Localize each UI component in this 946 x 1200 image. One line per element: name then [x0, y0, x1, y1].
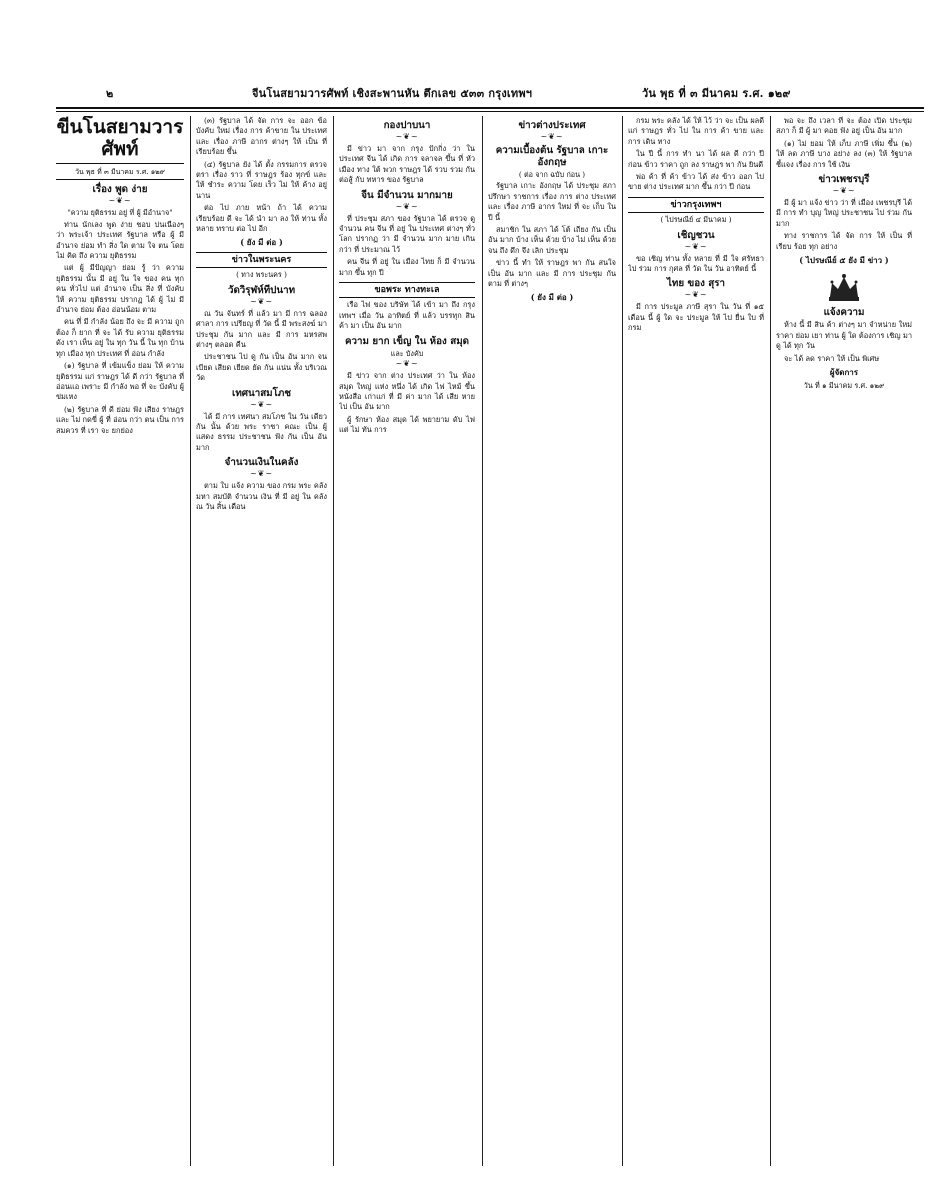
column-5	[628, 116, 764, 1166]
article-paragraph: สมาชิก ใน สภา ได้ โต้ เถียง กัน เป็น อัน มาก บ้าง เห็น ด้วย บ้าง ไม่ เห็น ด้วย จน ถึง ดึก จึง เลิก ประชุม	[488, 225, 616, 255]
article-heading: ความเบื้องต้น รัฐบาล เกาะอังกฤษ	[495, 145, 609, 168]
notice-date: วัน ที่ ๑ มีนาคม ร.ศ. ๑๒๙	[803, 380, 885, 390]
article-paragraph: ใน ปี นี้ การ ทำ นา ได้ ผล ดี กว่า ปี ก่อน ข้าว ราคา ถูก ลง ราษฎร พา กัน ยินดี	[628, 149, 764, 169]
ornament: ~❦~	[249, 296, 274, 306]
column-rule	[482, 116, 483, 1166]
article-paragraph: ทาง ราชการ ได้ จัด การ ให้ เป็น ที่ เรียบ ร้อย ทุก อย่าง	[776, 231, 912, 251]
article-paragraph: ประชาชน ไป ดู กัน เป็น อัน มาก จน เบียด เสียด เยียด ยัด กัน แน่น ทั้ง บริเวณ วัด	[196, 352, 327, 383]
article-heading: ข่าวเพชรบุรี	[818, 174, 870, 186]
article-heading: เทศนาสมโภช	[231, 387, 292, 399]
article-paragraph: (๑) รัฐบาล ที่ เข้มแข็ง ย่อม ให้ ความ ยุติธรรม แก่ ราษฎร ได้ ดี กว่า รัฐบาล ที่ อ่อนแอ เพราะ มี กำลัง พอ ที่ จะ บังคับ ผู้ ข่มเหง	[56, 361, 184, 402]
section-heading: ข่าวกรุงเทพฯ	[628, 197, 764, 213]
article-paragraph: คน จีน ที่ อยู่ ใน เมือง ไทย ก็ มี จำนวน มาก ขึ้น ทุก ปี	[339, 257, 475, 277]
article-paragraph: (๔) รัฐบาล ยัง ได้ ตั้ง กรรมการ ตรวจ ตรา เรื่อง ราว ที่ ราษฎร ร้อง ทุกข์ และ ให้ ชำระ ความ โดย เร็ว ไม่ ให้ ค้าง อยู่ นาน	[196, 159, 327, 200]
article-paragraph: ข่าว นี้ ทำ ให้ ราษฎร พา กัน สนใจ เป็น อัน มาก และ มี การ ประชุม กัน ตาม ที่ ต่างๆ	[488, 258, 616, 289]
article-signoff: ( ยัง มี ต่อ )	[530, 292, 574, 303]
column-1	[56, 116, 184, 1166]
article-paragraph: พอ จะ ถึง เวลา ที่ จะ ต้อง เปิด ประชุม สภา ก็ มี ผู้ มา คอย ฟัง อยู่ เป็น อัน มาก	[776, 116, 912, 136]
article-paragraph: ได้ มี การ เทศนา สมโภช ใน วัน เดียว กัน นั้น ด้วย พระ ราชา คณะ เป็น ผู้ แสดง ธรรม ประชาชน ฟัง กัน เป็น อัน มาก	[196, 411, 327, 452]
article-heading: เชิญชวน	[677, 229, 715, 241]
ornament: ~❦~	[540, 132, 564, 141]
article-paragraph: มี การ ประมูล ภาษี สุรา ใน วัน ที่ ๑๕ เดือน นี้ ผู้ ใด จะ ประมูล ให้ ไป ยื่น ใบ ที่ กรม	[628, 302, 764, 333]
top-rule	[56, 107, 924, 109]
ornament: ~❦~	[395, 132, 419, 141]
article-heading: เรื่อง พูด ง่าย	[92, 184, 148, 196]
top-rule-thin	[56, 111, 924, 112]
ornament: ~❦~	[395, 201, 419, 211]
article-heading: วัดวิรุฬห์ทีปนาท	[227, 284, 296, 296]
article-paragraph: ณ วัน จันทร์ ที่ แล้ว มา มี การ ฉลอง ศาลา การ เปรียญ ที่ วัด นี้ มี พระสงฆ์ มา ประชุม กัน มาก และ มี การ มหรสพ ต่างๆ ตลอด คืน	[196, 308, 327, 349]
article-paragraph: รัฐบาล เกาะ อังกฤษ ได้ ประชุม สภา ปรึกษา ราชการ เรื่อง การ ต่าง ประเทศ และ เรื่อง ภาษี อากร ใหม่ ที่ จะ เก็บ ใน ปี นี้	[488, 181, 616, 222]
issue-date: วัน พุธ ที่ ๓ มีนาคม ร.ศ. ๑๒๙	[56, 166, 184, 180]
notice-paragraph: ห้าง นี้ มี สิน ค้า ต่างๆ มา จำหน่าย ใหม่ ราคา ย่อม เยา ท่าน ผู้ ใด ต้องการ เชิญ มา ดู ได้ ทุก วัน	[776, 320, 912, 351]
article-paragraph: ตาม ใบ แจ้ง ความ ของ กรม พระ คลัง มหา สมบัติ จำนวน เงิน ที่ มี อยู่ ใน คลัง ณ วัน สิ้น เดือน	[196, 481, 327, 511]
crown-emblem-icon	[824, 271, 864, 303]
running-head	[56, 80, 916, 104]
article-heading: กองปาบนา	[383, 120, 431, 131]
article-paragraph: คน ที่ มี กำลัง น้อย ถึง จะ มี ความ ถูกต้อง ก็ ยาก ที่ จะ ได้ รับ ความ ยุติธรรม ดัง เรา เห็น อยู่ ใน ทุก วัน นี้ ใน ทุก บ้าน ทุก เมือง ทุก ประเทศ ที่ อ่อน กำลัง	[56, 317, 184, 358]
ornament: ~❦~	[108, 196, 132, 206]
article-paragraph: ต่อ ไป ภาย หน้า ถ้า ได้ ความ เรียบร้อย ดี จะ ได้ นำ มา ลง ให้ ท่าน ทั้ง หลาย ทราบ ต่อ ไป อีก	[196, 203, 327, 234]
article-signoff: ( ไปรษณีย์ ๕ ยัง มี ข่าว )	[799, 255, 889, 266]
article-signoff: ( ยัง มี ต่อ )	[240, 237, 283, 248]
article-heading: จีน มีจำนวน มากมาย	[361, 189, 453, 201]
article-paragraph: (๒) รัฐบาล ที่ ดี ย่อม ฟัง เสียง ราษฎร และ ไม่ กดขี่ ผู้ ที่ อ่อน กว่า ตน เป็น การ สมควร ที่ เรา จะ ยกย่อง	[56, 404, 184, 435]
article-paragraph: (๑) ไม่ ยอม ให้ เก็บ ภาษี เพิ่ม ขึ้น (๒) ให้ ลด ภาษี บาง อย่าง ลง (๓) ให้ รัฐบาล ชี้แจง เรื่อง การ ใช้ เงิน	[776, 138, 912, 169]
article-subheading: และ บังคับ	[390, 348, 424, 358]
article-paragraph: ที่ ประชุม สภา ของ รัฐบาล ได้ ตรวจ ดู จำนวน คน จีน ที่ อยู่ ใน ประเทศ ต่างๆ ทั่ว โลก ปรากฏ ว่า มี จำนวน มาก มาย เกิน กว่า ที่ ประมาณ ไว้	[339, 213, 475, 254]
article-heading: ไทย ของ สุรา	[666, 278, 726, 290]
column-4	[488, 116, 616, 1166]
ornament: ~❦~	[684, 241, 708, 251]
article-paragraph: เรือ ไฟ ของ บริษัท ได้ เข้า มา ถึง กรุง เทพฯ เมื่อ วัน อาทิตย์ ที่ แล้ว บรรทุก สิน ค้า มา เป็น อัน มาก	[339, 300, 475, 331]
ornament: ~❦~	[249, 469, 274, 479]
article-paragraph: ผู้ รักษา ห้อง สมุด ได้ พยายาม ดับ ไฟ แต่ ไม่ ทัน การ	[339, 414, 475, 435]
article-paragraph: มี ผู้ มา แจ้ง ข่าว ว่า ที่ เมือง เพชรบุรี ได้ มี การ ทำ บุญ ใหญ่ ประชาชน ไป ร่วม กัน มาก	[776, 198, 912, 228]
column-6	[776, 116, 912, 1166]
section-sub: ( ไปรษณีย์ ๔ มีนาคม )	[660, 215, 732, 225]
article-paragraph: แต่ ผู้ มีปัญญา ย่อม รู้ ว่า ความ ยุติธรรม นั้น มี อยู่ ใน ใจ ของ คน ทุก คน ทั่วไป แต่ อำนาจ เป็น สิ่ง ที่ บังคับ ให้ ความ ยุติธรรม ปรากฏ ได้ ผู้ ไม่ มี อำนาจ ย่อม ต้อง อ่อนน้อม ตาม	[56, 263, 184, 315]
article-paragraph: มี ข่าว มา จาก กรุง ปักกิ่ง ว่า ใน ประเทศ จีน ได้ เกิด การ จลาจล ขึ้น ที่ หัว เมือง ทาง ใต้ พวก ราษฎร ได้ รวบ รวม กัน ต่อสู้ กับ ทหาร ของ รัฐบาล	[339, 144, 475, 185]
column-3	[339, 116, 475, 1166]
article-paragraph: พ่อ ค้า ที่ ค้า ข้าว ได้ ส่ง ข้าว ออก ไป ขาย ต่าง ประเทศ มาก ขึ้น กว่า ปี ก่อน	[628, 172, 764, 192]
page-number: ๒	[106, 87, 114, 100]
article-heading: ความ ยาก เข็ญ ใน ห้อง สมุด	[344, 335, 470, 347]
ornament: ~❦~	[249, 399, 274, 409]
ornament: ~❦~	[395, 359, 419, 369]
column-rule	[770, 116, 771, 1166]
article-heading: จำนวนเงินในคลัง	[224, 457, 299, 469]
article-paragraph: กรม พระ คลัง ได้ ให้ ไว้ ว่า จะ เป็น ผลดี แก่ ราษฎร ทั่ว ไป ใน การ ค้า ขาย และ การ เดิน ทาง	[628, 116, 764, 146]
column-2	[196, 116, 327, 1166]
paper-title: ขีนโนสยามวารศัพท์	[56, 116, 184, 164]
column-rule	[622, 116, 623, 1166]
article-paragraph: ท่าน นักเลง พูด ง่าย ชอบ บ่นเนืองๆ ว่า พระเจ้า ประเทศ รัฐบาล หรือ ผู้ มีอำนาจ ย่อม ทำ สิ่ง ใด ตาม ใจ ตน โดย ไม่ คิด ถึง ความ ยุติธรรม	[56, 219, 184, 261]
running-dateline: วัน พุธ ที่ ๓ มีนาคม ร.ศ. ๑๒๙	[642, 87, 791, 100]
article-paragraph: มี ข่าว จาก ต่าง ประเทศ ว่า ใน ห้อง สมุด ใหญ่ แห่ง หนึ่ง ได้ เกิด ไฟ ไหม้ ขึ้น หนังสือ เก่าแก่ ที่ มี ค่า มาก ได้ เสีย หาย ไป เป็น อัน มาก	[339, 371, 475, 412]
column-rule	[333, 116, 334, 1166]
ornament: ~❦~	[832, 186, 856, 196]
section-sub: ( ทาง พระนคร )	[236, 270, 287, 280]
column-rule	[190, 116, 191, 1166]
notice-paragraph: จะ ได้ ลด ราคา ให้ เป็น พิเศษ	[784, 353, 880, 363]
article-lead: "ความ ยุติธรรม อยู่ ที่ ผู้ มีอำนาจ"	[67, 208, 173, 218]
section-heading: ขอพระ ทางทะเล	[339, 282, 475, 298]
ornament: ~❦~	[684, 290, 708, 300]
article-subheading: ( ต่อ จาก ฉบับ ก่อน )	[518, 170, 586, 179]
article-paragraph: ขอ เชิญ ท่าน ทั้ง หลาย ที่ มี ใจ ศรัทธา ไป ร่วม การ กุศล ที่ วัด ใน วัน อาทิตย์ นี้	[628, 253, 764, 274]
section-heading: ข่าวในพระนคร	[196, 252, 327, 268]
notice-signoff: ผู้จัดการ	[829, 367, 859, 378]
running-masthead: จีนโนสยามวารศัพท์ เชิงสะพานหัน ตึกเลข ๕๓๓ กรุงเทพฯ	[252, 87, 533, 100]
article-paragraph: (๓) รัฐบาล ได้ จัด การ จะ ออก ข้อ บังคับ ใหม่ เรื่อง การ ค้าขาย ใน ประเทศ และ เรื่อง ภาษี อากร ต่างๆ ให้ เป็น ที่ เรียบร้อย ขึ้น	[196, 116, 327, 157]
notice-heading: แจ้งความ	[823, 307, 865, 319]
section-heading: ข่าวต่างประเทศ	[518, 120, 586, 131]
